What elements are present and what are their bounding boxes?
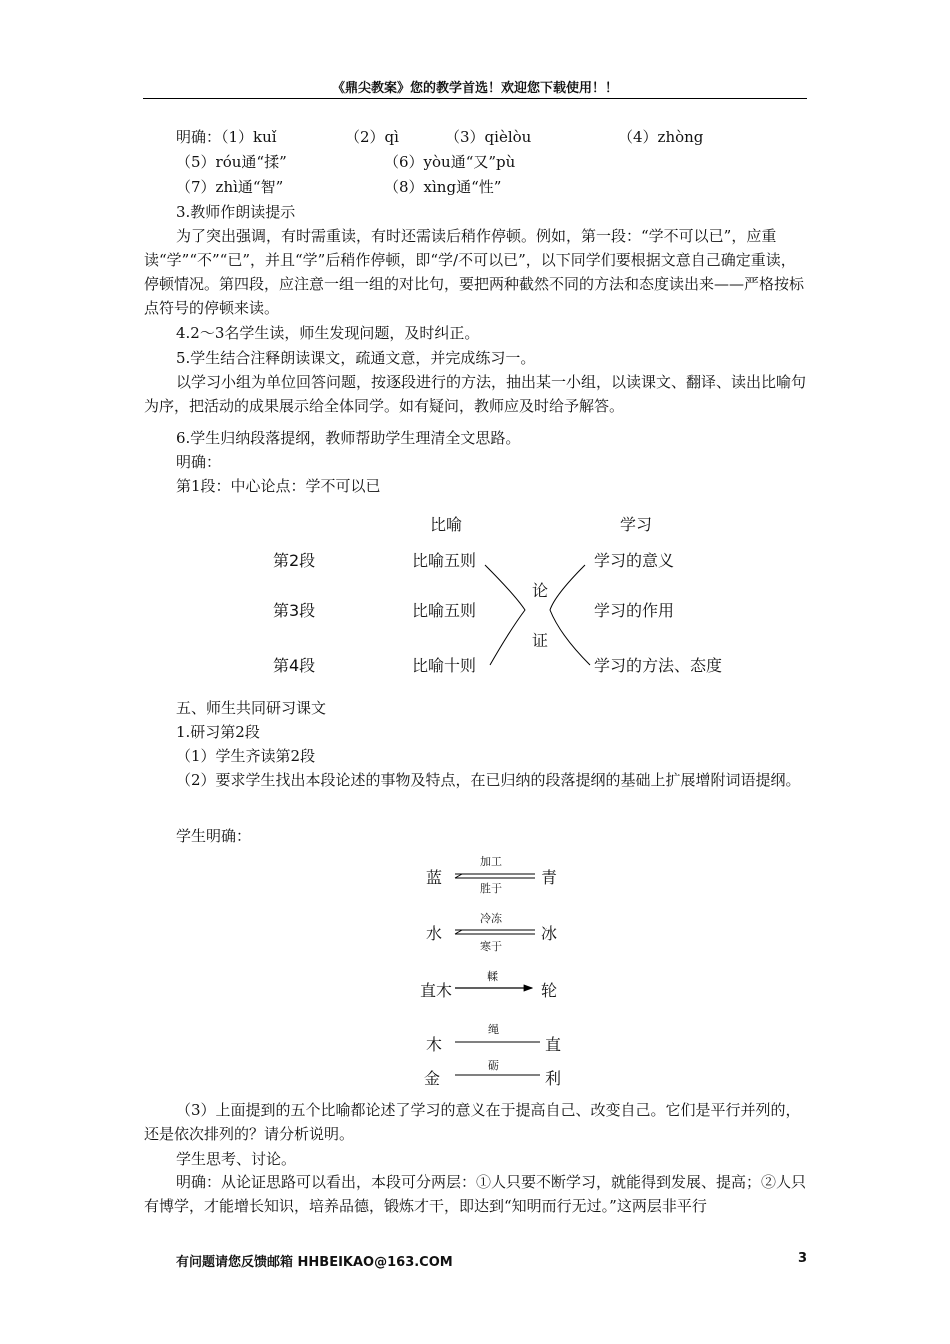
outline-topic-3: 学习的作用 — [594, 601, 675, 620]
rel-left-4: 木 — [426, 1035, 443, 1054]
section5-title: 五、师生共同研习课文 — [176, 699, 327, 717]
question-3: （3）上面提到的五个比喻都论述了学习的意义在于提高自己、改变自己。它们是平行并列的，还是依次排列的？请分析说明。 — [144, 1101, 801, 1143]
outline-seg-4: 第4段 — [273, 656, 316, 675]
outline-head-metaphor: 比喻 — [430, 515, 463, 534]
step6: 6.学生归纳段落提纲，教师帮助学生理清全文思路。 — [176, 429, 521, 447]
discuss: 学生思考、讨论。 — [176, 1150, 297, 1168]
step5-body: 以学习小组为单位回答问题，按逐段进行的方法，抽出某一小组，以读课文、翻译、读出比喻句为序，把活动的成果展示给全体同学。如有疑问，教师应及时给予解答。 — [144, 373, 807, 415]
step5: 5.学生结合注释朗读课文，疏通文意，并完成练习一。 — [176, 349, 536, 367]
page-number: 3 — [798, 1251, 808, 1266]
step3-body: 为了突出强调，有时需重读，有时还需读后稍作停顿。例如，第一段：“学不可以已”，应重读“学”“不”“已”，并且“学”后稍作停顿，即“学/不可以已”，以下同学们要根据文意自己确定重读，停顿情况。第四段，应注意一组一组的对比句，要把两种截然不同的方法和态度读出来——严格按标点符号的停顿来读。 — [144, 227, 805, 317]
rel-left-3: 直木 — [420, 981, 453, 1000]
pinyin-7: （7）zhì通“智” — [176, 178, 284, 196]
outline-center-top: 论 — [532, 581, 549, 600]
para1-thesis: 第1段：中心论点：学不可以已 — [176, 477, 381, 495]
header-rule — [143, 98, 807, 99]
rel-top-1: 加工 — [480, 855, 502, 868]
rel-bottom-1: 胜于 — [480, 882, 502, 895]
outline-topic-4: 学习的方法、态度 — [594, 656, 723, 675]
rel-bottom-2: 寒于 — [480, 940, 502, 953]
rel-top-5: 砺 — [488, 1059, 499, 1072]
rel-right-4: 直 — [545, 1035, 562, 1054]
rel-left-2: 水 — [426, 924, 443, 943]
outline-meta-4: 比喻十则 — [412, 656, 477, 675]
step3-title: 3.教师作朗读提示 — [176, 203, 296, 221]
pinyin-1: 明确：（1）kuǐ — [176, 128, 277, 146]
pinyin-6: （6）yòu通“又”pù — [384, 153, 516, 171]
pinyin-3: （3）qièlòu — [445, 128, 532, 146]
pinyin-5: （5）róu通“揉” — [176, 153, 287, 171]
pinyin-2: （2）qì — [345, 128, 399, 146]
student-clarify: 学生明确： — [176, 827, 252, 845]
pinyin-8: （8）xìng通“性” — [384, 178, 502, 196]
outline-seg-2: 第2段 — [273, 551, 316, 570]
rel-left-1: 蓝 — [426, 868, 443, 887]
rel-left-5: 金 — [424, 1069, 441, 1088]
outline-topic-2: 学习的意义 — [594, 551, 675, 570]
section5-s1a: （1）学生齐读第2段 — [176, 747, 316, 765]
page-header: 《鼎尖教案》您的教学首选！欢迎您下载使用！！ — [331, 81, 618, 96]
rel-right-2: 冰 — [541, 924, 558, 943]
rel-top-4: 绳 — [488, 1023, 499, 1036]
section5-s1: 1.研习第2段 — [176, 723, 260, 741]
answer: 明确：从论证思路可以看出，本段可分两层：①人只要不断学习，就能得到发展、提高；②人只有博学，才能增长知识，培养品德，锻炼才干，即达到“知明而行无过。”这两层非平行 — [144, 1173, 807, 1215]
relation-arrows — [440, 850, 550, 1090]
outline-meta-2: 比喻五则 — [412, 551, 477, 570]
outline-head-learning: 学习 — [620, 515, 653, 534]
outline-meta-3: 比喻五则 — [412, 601, 477, 620]
rel-right-1: 青 — [541, 868, 558, 887]
ming-label: 明确： — [176, 453, 222, 471]
rel-right-5: 利 — [545, 1069, 562, 1088]
step4: 4.2～3名学生读，师生发现问题，及时纠正。 — [176, 324, 480, 342]
outline-cross-lines — [480, 555, 610, 675]
footer-contact: 有问题请您反馈邮箱 HHBEIKAO@163.COM — [176, 1255, 453, 1270]
pinyin-4: （4）zhòng — [618, 128, 704, 146]
rel-top-2: 冷冻 — [480, 912, 502, 925]
section5-s1b: （2）要求学生找出本段论述的事物及特点，在已归纳的段落提纲的基础上扩展增附词语提纲。 — [176, 771, 801, 789]
outline-center-bottom: 证 — [532, 631, 549, 650]
rel-top-3: 輮 — [487, 970, 498, 983]
outline-seg-3: 第3段 — [273, 601, 316, 620]
rel-right-3: 轮 — [541, 981, 558, 1000]
